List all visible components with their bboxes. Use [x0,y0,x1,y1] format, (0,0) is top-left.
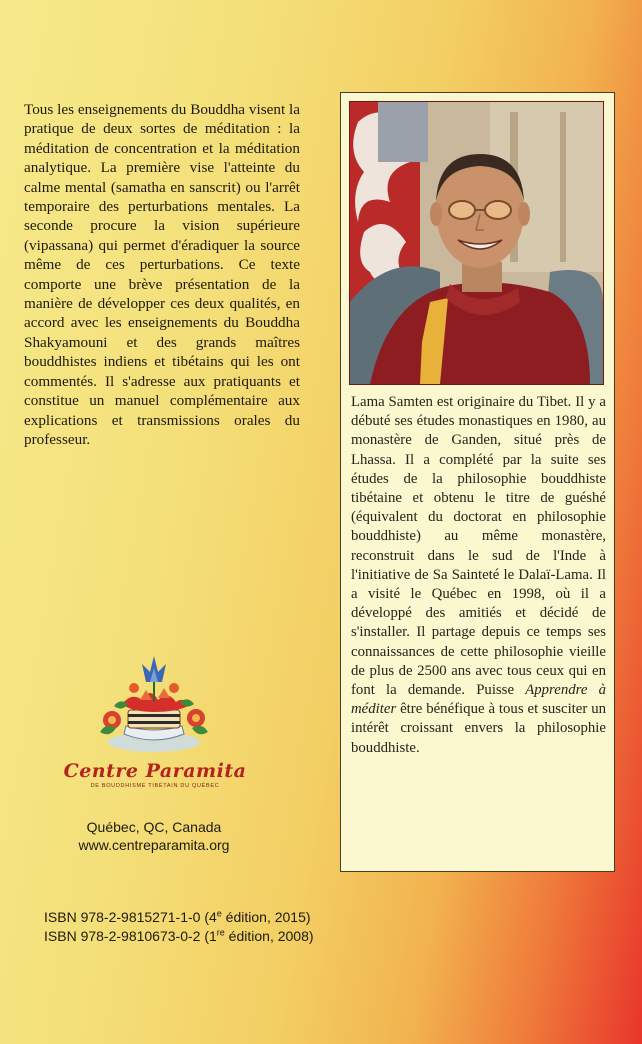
isbn-line [44,927,314,946]
centre-paramita-logo [84,642,224,764]
author-bio-panel [340,92,615,872]
isbn-number: ISBN 978-2-9815271-1-0 [44,909,201,925]
publisher-tagline: DE BOUDDHISME TIBÉTAIN DU QUÉBEC [90,783,220,789]
isbn-number: ISBN 978-2-9810673-0-2 [44,928,201,944]
publisher-website[interactable]: www.centreparamita.org [78,837,230,853]
author-bio-text: Lama Samten est originaire du Tibet. Il y a débuté ses études monastiques en 1980, au monastère de Ganden, situé près de Lhassa. Il a complété par la suite ses études de la philosophie bouddhiste tibétaine et obtenu le titre de guéshé (équivalent du doctorat en philosophie bouddhiste) au même monastère, reconstruit dans le sud de l'Inde à l'initiative de Sa Sainteté le Dalaï-Lama. Il a visité le Québec en 1998, où il a développé des amitiés et décidé de s'installer. Il partage depuis ce temps ses connaissances de cette philosophie vieille de plus de 2500 ans avec tous ceux qui en font la demande. Puisse Apprendre à méditer être bénéfique à tous et susciter un intérêt croissant envers la philosophie bouddhiste. [351,394,606,756]
book-description: Tous les enseignements du Bouddha visent la pratique de deux sortes de méditation : la méditation de concentration et la méditation analytique. La première vise l'atteinte du calme mental (samatha en sanscrit) ou l'arrêt temporaire des perturbations mentales. La seconde procure la vision supérieure (vipassana) qui permet d'éradiquer la source même de ces perturbations. Ce texte comporte une brève présentation de la manière de développer ces deux qualités, en accord avec les enseignements du Bouddha Shakyamouni et des grands maîtres bouddhistes indiens et tibétains qui les ont commentés. Il s'adresse aux pratiquants et constitue un manuel complémentaire aux explications et transmissions orales du professeur. [24,101,300,448]
publisher-name: Centre Paramita [63,760,247,782]
author-photo [349,101,604,385]
book-title: Apprendre à méditer [351,682,606,718]
isbn-edition: (4e édition, 2015) [204,908,311,925]
isbn-line [44,908,314,927]
isbn-block [44,908,314,946]
publisher-address [40,818,268,854]
publisher-location: Québec, QC, Canada [86,819,222,835]
publisher-brand [60,760,250,789]
isbn-edition: (1re édition, 2008) [204,927,314,944]
